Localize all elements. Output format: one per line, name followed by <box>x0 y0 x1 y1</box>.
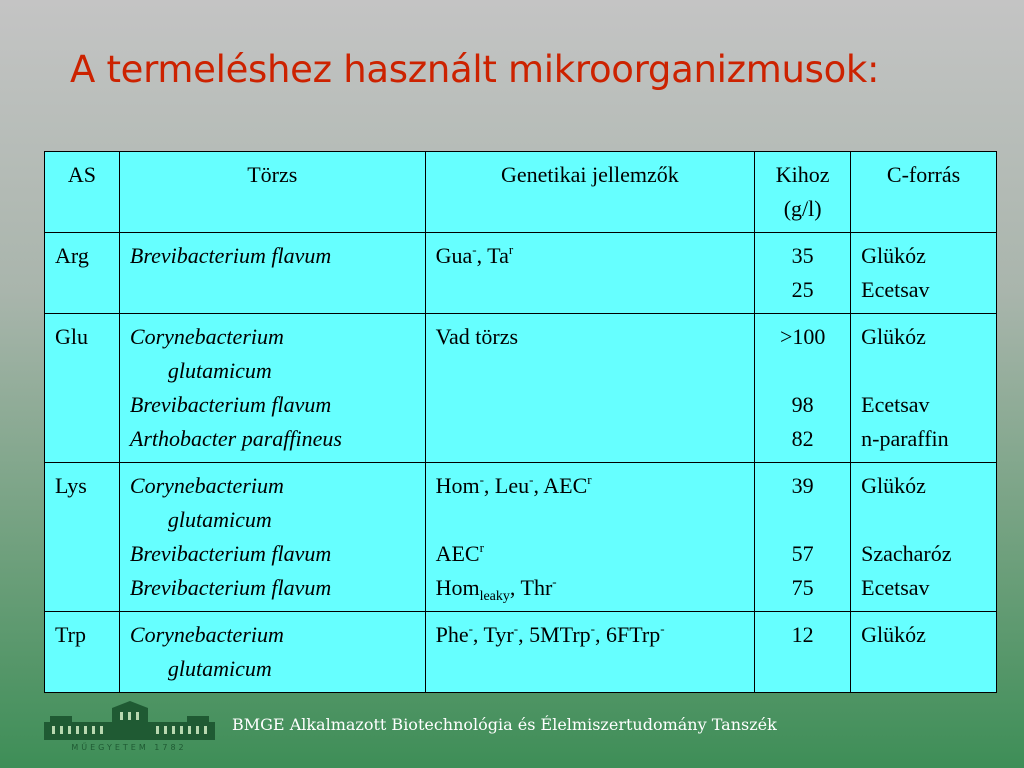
cell-as <box>45 463 120 612</box>
strain-name: Corynebacterium <box>129 473 284 498</box>
yield-value: 98 <box>791 392 814 417</box>
as-label: Lys <box>55 473 87 498</box>
strain-name-cont: glutamicum <box>167 507 272 532</box>
genetics-line: Gua-, Ta$^r$ <box>435 242 514 268</box>
strain-name: Brevibacterium flavum <box>129 575 332 600</box>
cell-strain <box>119 314 425 463</box>
cell-as <box>45 612 120 693</box>
yield-value: 82 <box>791 426 814 451</box>
carbon-source: Szacharóz <box>861 541 952 566</box>
strain-name-cont: glutamicum <box>167 656 272 681</box>
footer-institution: BMGE Alkalmazott Biotechnológia és Élelmiszertudomány Tanszék <box>232 715 777 734</box>
university-building-icon <box>42 700 217 752</box>
header-as: AS <box>45 152 120 233</box>
genetics-line: Phe-, Tyr-, 5MTrp-, 6FTrp- <box>435 621 665 647</box>
cell-genetics <box>425 612 755 693</box>
header-cforras: C-forrás <box>851 152 997 233</box>
cell-genetics <box>425 314 755 463</box>
cell-strain <box>119 612 425 693</box>
header-genetikai: Genetikai jellemzők <box>425 152 755 233</box>
yield-spacer <box>765 354 840 388</box>
header-torzs: Törzs <box>119 152 425 233</box>
cell-yield <box>755 314 851 463</box>
carbon-source: Ecetsav <box>861 575 930 600</box>
strain-name: Arthobacter paraffineus <box>129 426 342 451</box>
carbon-source: Glükóz <box>861 473 926 498</box>
carbon-spacer <box>861 503 986 537</box>
as-label: Trp <box>55 622 86 647</box>
slide-title: A termeléshez használt mikroorganizmusok: <box>70 48 880 91</box>
table-row <box>45 314 997 463</box>
logo-caption: MŰEGYETEM 1782 <box>71 743 187 752</box>
strain-name: Corynebacterium <box>129 622 284 647</box>
yield-value: 57 <box>791 541 814 566</box>
strain-name-cont: glutamicum <box>167 358 272 383</box>
table-row <box>45 233 997 314</box>
cell-strain <box>119 463 425 612</box>
cell-strain <box>119 233 425 314</box>
strain-name: Brevibacterium flavum <box>129 392 332 417</box>
table-row <box>45 612 997 693</box>
header-kihoz-line2: (g/l) <box>783 196 822 221</box>
genetics-line: Hom-, Leu-, AEC$^r$ <box>435 472 592 498</box>
yield-value: 12 <box>791 622 814 647</box>
cell-yield <box>755 463 851 612</box>
as-label: Arg <box>55 243 89 268</box>
microorganism-table <box>44 151 997 693</box>
cell-yield <box>755 233 851 314</box>
cell-genetics <box>425 233 755 314</box>
strain-name: Brevibacterium flavum <box>129 243 332 268</box>
genetics-spacer <box>436 503 745 537</box>
genetics-line: Vad törzs <box>435 324 519 349</box>
cell-as <box>45 233 120 314</box>
cell-yield <box>755 612 851 693</box>
footer <box>42 700 982 760</box>
yield-value: 75 <box>791 575 814 600</box>
genetics-line: AEC$^r$ <box>435 540 484 566</box>
yield-value: 39 <box>791 473 814 498</box>
cell-as <box>45 314 120 463</box>
cell-carbon-source <box>851 233 997 314</box>
cell-carbon-source <box>851 612 997 693</box>
table-row <box>45 463 997 612</box>
carbon-source: Ecetsav <box>861 392 930 417</box>
carbon-source: Glükóz <box>861 243 926 268</box>
header-kihoz <box>755 152 851 233</box>
yield-value: 35 <box>791 243 814 268</box>
header-kihoz-line1: Kihoz <box>775 162 830 187</box>
table-header-row <box>45 152 997 233</box>
cell-carbon-source <box>851 463 997 612</box>
cell-genetics <box>425 463 755 612</box>
yield-value: >100 <box>779 324 826 349</box>
carbon-source: Glükóz <box>861 324 926 349</box>
strain-name: Brevibacterium flavum <box>129 541 332 566</box>
strain-name: Corynebacterium <box>129 324 284 349</box>
carbon-source: Glükóz <box>861 622 926 647</box>
genetics-line: Hom$_{leaky}$, Thr- <box>435 574 557 604</box>
as-label: Glu <box>55 324 88 349</box>
yield-spacer <box>765 503 840 537</box>
carbon-source: Ecetsav <box>861 277 930 302</box>
carbon-source: n-paraffin <box>861 426 949 451</box>
carbon-spacer <box>861 354 986 388</box>
cell-carbon-source <box>851 314 997 463</box>
yield-value: 25 <box>791 277 814 302</box>
